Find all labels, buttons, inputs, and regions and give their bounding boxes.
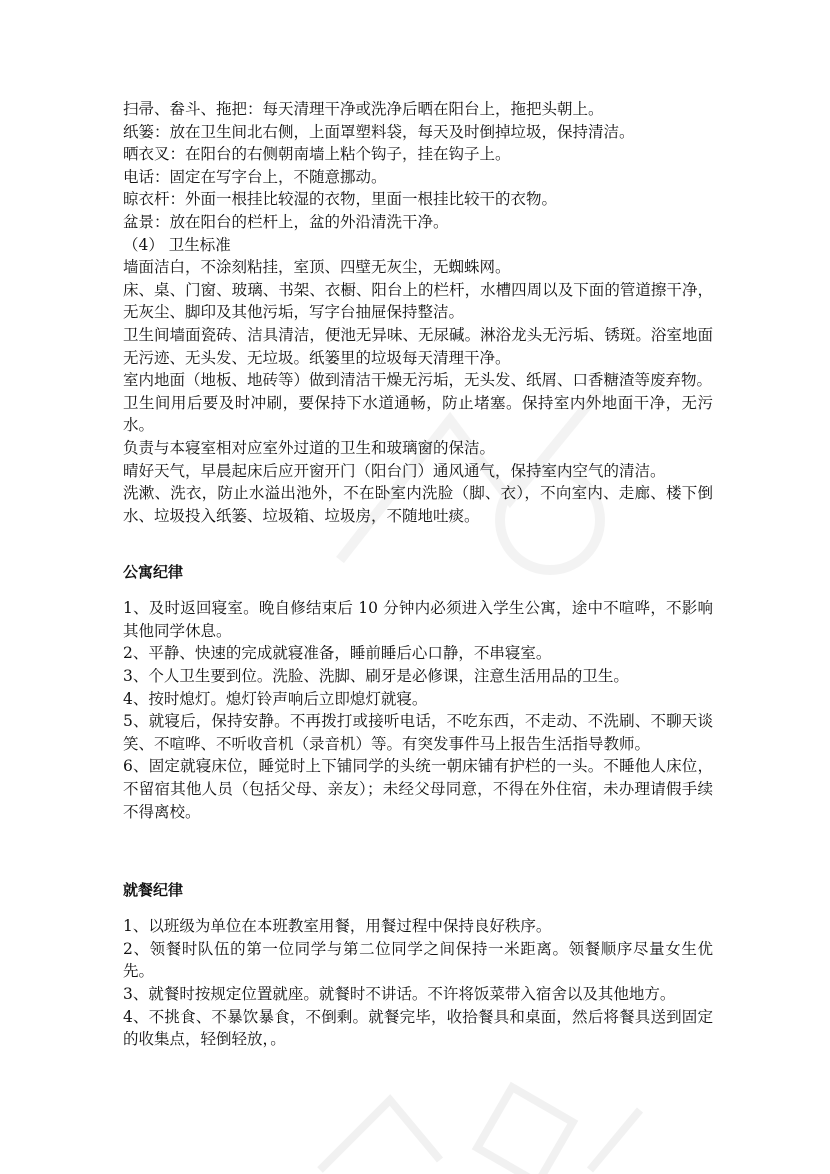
dining-discipline-section	[123, 879, 723, 1051]
apartment-rule: 6、固定就寝床位，睡觉时上下铺同学的头统一朝床铺有护栏的一头。不睡他人床位，不留宿其他人员（包括父母、亲友）；未经父母同意，不得在外住宿，未办理请假手续不得离校。	[123, 757, 713, 821]
dining-rule: 4、不挑食、不暴饮暴食，不倒剩。就餐完毕，收拾餐具和桌面，然后将餐具送到固定的收集点，轻倒轻放，。	[123, 1007, 713, 1049]
hygiene-standard-item: 床、桌、门窗、玻璃、书架、衣橱、阳台上的栏杆，水槽四周以及下面的管道擦干净，无灰尘、脚印及其他污垢，写字台抽屉保持整洁。	[123, 280, 713, 322]
hygiene-item: 盆景：放在阳台的栏杆上，盆的外沿清洗干净。	[123, 212, 449, 231]
hygiene-standard-item: 墙面洁白，不涂刻粘挂，室顶、四壁无灰尘，无蜘蛛网。	[123, 258, 511, 277]
apartment-rule: 1、及时返回寝室。晚自修结束后 10 分钟内必须进入学生公寓，途中不喧哗，不影响其他同学休息。	[123, 599, 713, 640]
dining-rule: 1、以班级为单位在本班教室用餐，用餐过程中保持良好秩序。	[123, 917, 552, 936]
hygiene-standard-label: （4） 卫生标准	[123, 235, 231, 254]
dining-rule: 2、领餐时队伍的第一位同学与第二位同学之间保持一米距离。领餐顺序尽量女生优先。	[123, 939, 713, 981]
apartment-rule: 2、平静、快速的完成就寝准备，睡前睡后心口静，不串寝室。	[123, 644, 552, 663]
hygiene-standard-item: 室内地面（地板、地砖等）做到清洁干燥无污垢，无头发、纸屑、口香糖渣等废弃物。	[123, 371, 713, 390]
apartment-rule: 5、就寝后，保持安静。不再拨打或接听电话，不吃东西，不走动、不洗刷、不聊天谈笑、不喧哗、不听收音机（录音机）等。有突发事件马上报告生活指导教师。	[123, 712, 713, 753]
apartment-discipline-heading: 公寓纪律	[123, 563, 184, 582]
document-body	[123, 98, 723, 1051]
hygiene-items-section	[123, 98, 723, 234]
hygiene-standard-item: 洗漱、洗衣，防止水溢出池外，不在卧室内洗脸（脚、衣），不向室内、走廊、楼下倒水、垃圾投入纸篓、垃圾箱、垃圾房，不随地吐痰。	[123, 484, 713, 525]
dining-discipline-heading: 就餐纪律	[123, 881, 184, 900]
hygiene-item: 晒衣叉：在阳台的右侧朝南墙上粘个钩子，挂在钩子上。	[123, 145, 511, 164]
apartment-rule: 4、按时熄灯。熄灯铃声响后立即熄灯就寝。	[123, 689, 428, 708]
dining-rule: 3、就餐时按规定位置就座。就餐时不讲话。不许将饭菜带入宿舍以及其他地方。	[123, 985, 676, 1003]
hygiene-standard-item: 负责与本寝室相对应室外过道的卫生和玻璃窗的保洁。	[123, 438, 496, 457]
hygiene-item: 纸篓：放在卫生间北右侧，上面罩塑料袋，每天及时倒掉垃圾，保持清洁。	[123, 122, 635, 141]
watermark-bottom-icon	[300, 1080, 660, 1174]
hygiene-item: 晾衣杆：外面一根挂比较湿的衣物，里面一根挂比较干的衣物。	[123, 190, 558, 209]
hygiene-standard-item: 卫生间墙面瓷砖、洁具清洁，便池无异味、无尿碱。淋浴龙头无污垢、锈斑。浴室地面无污迹、无头发、无垃圾。纸篓里的垃圾每天清理干净。	[123, 325, 713, 367]
hygiene-item: 电话：固定在写字台上，不随意挪动。	[123, 167, 387, 186]
hygiene-standard-item: 卫生间用后要及时冲刷，要保持下水道通畅，防止堵塞。保持室内外地面干净，无污水。	[123, 393, 713, 435]
hygiene-standard-section	[123, 234, 723, 528]
apartment-discipline-section	[123, 561, 723, 823]
hygiene-standard-item: 晴好天气，早晨起床后应开窗开门（阳台门）通风通气，保持室内空气的清洁。	[123, 461, 666, 480]
hygiene-item: 扫帚、畚斗、拖把：每天清理干净或洗净后晒在阳台上，拖把头朝上。	[123, 100, 604, 118]
apartment-rule: 3、个人卫生要到位。洗脸、洗脚、刷牙是必修课，注意生活用品的卫生。	[123, 667, 629, 686]
